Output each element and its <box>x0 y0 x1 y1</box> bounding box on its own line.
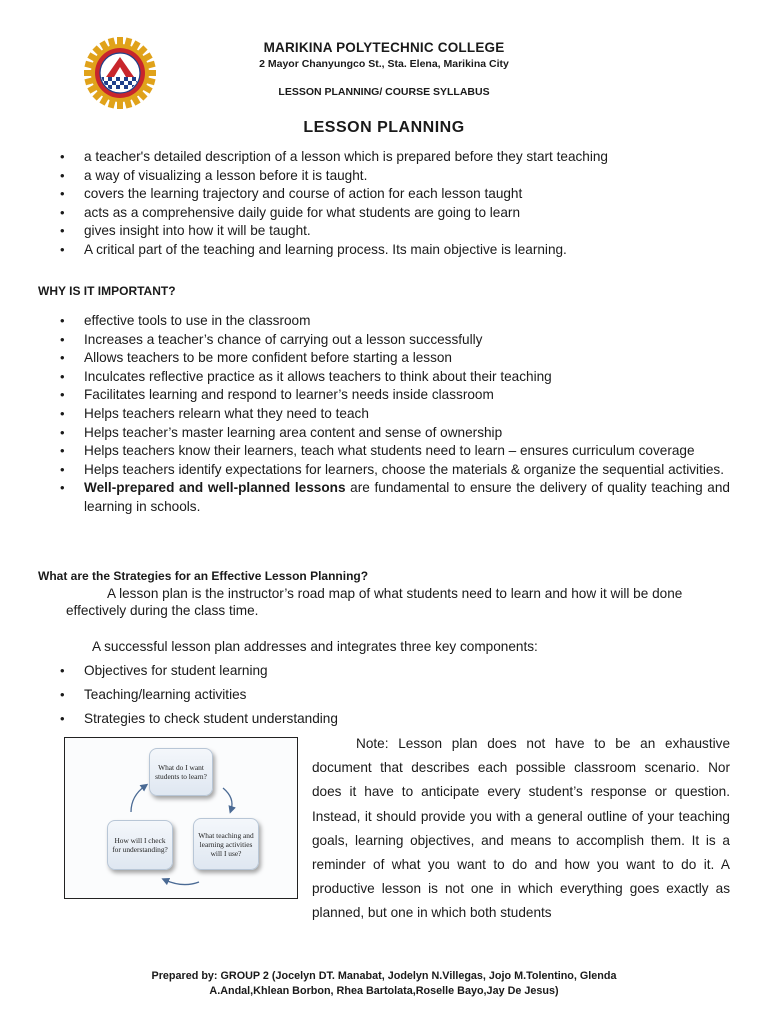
list-item-text: are fundamental to ensure the delivery of quality teaching and learning in schools. <box>84 480 730 514</box>
list-item: • Helps teacher’s master learning area content and sense of ownership <box>58 424 730 443</box>
list-item: • acts as a comprehensive daily guide for what students are going to learn <box>58 204 738 223</box>
components-intro: A successful lesson plan addresses and integrates three key components: <box>92 639 538 654</box>
diagram-box-learn: What do I want students to learn? <box>149 748 213 796</box>
page-title: LESSON PLANNING <box>303 119 465 136</box>
note-text: Note: Lesson plan does not have to be an exhaustive document that describes each possible classroom scenario. Nor does it have to anticipate every student’s response or question. Instead, it should provide you with a general outline of your teaching goals, learning objectives, and means to accomplish them. It is a reminder of what you want to do and how you want to do it. A productive lesson is not one in which everything goes exactly as planned, but one in which both students <box>312 736 730 921</box>
list-item: • Allows teachers to be more confident before starting a lesson <box>58 349 730 368</box>
lesson-cycle-diagram <box>64 737 298 899</box>
footer-prepared-by: Prepared by: GROUP 2 (Jocelyn DT. Manabat, Jodelyn N.Villegas, Jojo M.Tolentino, Glenda <box>151 970 617 982</box>
diagram-box-activities: What teaching and learning activities will I use? <box>193 818 259 870</box>
list-item: • gives insight into how it will be taught. <box>58 222 738 241</box>
college-address: 2 Mayor Chanyungco St., Sta. Elena, Marikina City <box>259 58 509 70</box>
list-item: • Increases a teacher’s chance of carrying out a lesson successfully <box>58 331 730 350</box>
lesson-plan-paragraph: A lesson plan is the instructor’s road map of what students need to learn and how it will be done effectively during the class time. <box>66 586 683 618</box>
list-item: • Facilitates learning and respond to learner’s needs inside classroom <box>58 386 730 405</box>
college-name: MARIKINA POLYTECHNIC COLLEGE <box>263 40 505 55</box>
footer-members: A.Andal,Khlean Borbon, Rhea Bartolata,Roselle Bayo,Jay De Jesus) <box>209 985 559 997</box>
emphasis-text: Well-prepared and well-planned lessons <box>84 480 346 496</box>
list-item: • Objectives for student learning <box>58 662 558 680</box>
list-item <box>58 479 730 516</box>
note-paragraph <box>312 732 730 926</box>
diagram-box-check: How will I check for understanding? <box>107 820 173 870</box>
list-item: • Strategies to check student understanding <box>58 710 558 728</box>
importance-list <box>58 312 730 517</box>
section-heading-strategies: What are the Strategies for an Effective Lesson Planning? <box>38 569 369 583</box>
arrow-left-to-top <box>131 786 145 812</box>
list-item: • a teacher's detailed description of a lesson which is prepared before they start teaching <box>58 148 738 167</box>
arrow-top-to-right <box>223 788 232 810</box>
list-item: • A critical part of the teaching and learning process. Its main objective is learning. <box>58 241 738 260</box>
arrow-right-to-left <box>165 880 199 885</box>
list-item: • covers the learning trajectory and course of action for each lesson taught <box>58 185 738 204</box>
list-item: • Helps teachers know their learners, teach what students need to learn – ensures curriculum coverage <box>58 442 730 461</box>
components-list <box>58 662 558 733</box>
list-item: • effective tools to use in the classroom <box>58 312 730 331</box>
list-item: • a way of visualizing a lesson before it is taught. <box>58 167 738 186</box>
document-type: LESSON PLANNING/ COURSE SYLLABUS <box>278 86 490 98</box>
definition-list <box>58 148 738 260</box>
list-item: • Helps teachers identify expectations for learners, choose the materials & organize the sequential activities. <box>58 461 730 480</box>
list-item: • Helps teachers relearn what they need to teach <box>58 405 730 424</box>
list-item: • Inculcates reflective practice as it allows teachers to think about their teaching <box>58 368 730 387</box>
section-heading-why: WHY IS IT IMPORTANT? <box>38 284 176 298</box>
list-item: • Teaching/learning activities <box>58 686 558 704</box>
